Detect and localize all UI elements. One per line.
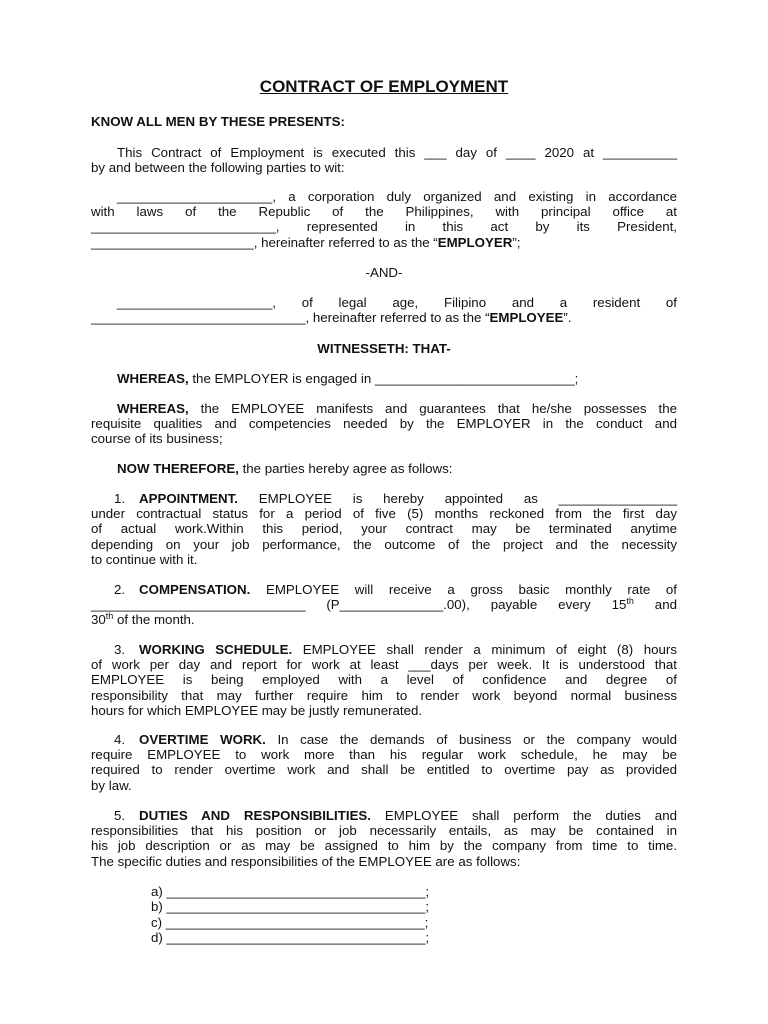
- clause-heading: DUTIES AND RESPONSIBILITIES.: [139, 808, 371, 823]
- clause-number: 2.: [114, 582, 126, 597]
- whereas-clause-2: WHEREAS, the EMPLOYEE manifests and guarantees that he/she possesses the requisite qualities and competencies needed by the EMPLOYER in the conduct and course of its business;: [91, 401, 677, 447]
- clause-heading: APPOINTMENT.: [139, 491, 238, 506]
- employer-line-2: with laws of the Republic of the Philippines, with principal office at: [91, 204, 677, 220]
- clause-heading: COMPENSATION.: [139, 582, 251, 597]
- employer-line-3: _________________________, represented in this act by its President,: [91, 219, 677, 235]
- intro-paragraph: [91, 145, 677, 175]
- clause-heading: OVERTIME WORK.: [139, 732, 266, 747]
- employee-paragraph: _____________________, of legal age, Filipino and a resident of _____________________________, hereinafter referred to as the “EMPLOYEE”.: [91, 295, 677, 326]
- whereas-text: the EMPLOYER is engaged in ___________________________;: [188, 371, 579, 386]
- whereas-label: WHEREAS,: [117, 401, 189, 416]
- clause-heading: WORKING SCHEDULE.: [139, 642, 293, 657]
- employee-label: EMPLOYEE: [489, 310, 564, 326]
- list-item: c) ___________________________________;: [151, 914, 429, 930]
- and-separator: -AND-: [365, 265, 403, 280]
- clause-number: 4.: [114, 732, 126, 747]
- employer-label: EMPLOYER: [437, 234, 513, 250]
- employer-line-4: ______________________, hereinafter referred to as the “: [91, 234, 438, 250]
- employer-line-1: _____________________, a corporation duly organized and existing in accordance: [117, 189, 677, 204]
- list-item: a) ___________________________________;: [151, 884, 430, 899]
- list-item: d) ___________________________________;: [151, 929, 430, 945]
- clause-working-schedule: 3. WORKING SCHEDULE. EMPLOYEE shall render a minimum of eight (8) hours of work per day and report for work at least ___days per week. It is understood that EMPLOYEE is being employed with a level of confidence and degree of responsibility that may further require him to render work beyond normal business hours for which EMPLOYEE may be justly remunerated.: [91, 642, 677, 718]
- list-item: b) ___________________________________;: [151, 899, 430, 915]
- opening-line: KNOW ALL MEN BY THESE PRESENTS:: [91, 114, 345, 129]
- duties-list: [151, 884, 481, 945]
- intro-line-2: by and between the following parties to wit:: [91, 160, 345, 176]
- now-therefore-label: NOW THEREFORE,: [117, 461, 239, 476]
- whereas-clause-1: [91, 371, 677, 386]
- clause-number: 5.: [114, 808, 126, 823]
- employee-line-1: _____________________, of legal age, Filipino and a resident of: [117, 295, 677, 310]
- clause-duties-responsibilities: 5. DUTIES AND RESPONSIBILITIES. EMPLOYEE shall perform the duties and responsibilities that his position or job necessarily entails, as may be contained in his job description or as may be assigned to him by the company from time to time. The specific duties and responsibilities of the EMPLOYEE are as follows:: [91, 808, 677, 869]
- witnesseth-heading: WITNESSETH: THAT-: [317, 341, 451, 356]
- employee-line-2: _____________________________, hereinafter referred to as the “: [91, 310, 490, 326]
- clause-overtime-work: 4. OVERTIME WORK. In case the demands of business or the company would require EMPLOYEE to work more than his regular work schedule, he may be required to render overtime work and shall be entitled to overtime pay as provided by law.: [91, 732, 677, 793]
- employer-paragraph: _____________________, a corporation duly organized and existing in accordance with laws of the Republic of the Philippines, with principal office at _________________________, represented in this act by its President, ______________________, hereinafter referred to as the “EMPLOYER”;: [91, 189, 677, 250]
- whereas-label: WHEREAS,: [117, 371, 189, 386]
- now-therefore-clause: NOW THEREFORE, the parties hereby agree as follows:: [117, 461, 453, 476]
- clause-appointment: 1. APPOINTMENT. EMPLOYEE is hereby appointed as ________________ under contractual status for a period of five (5) months reckoned from the first day of actual work.Within this period, your contract may be terminated anytime depending on your job performance, the outcome of the project and the necessity to continue with it.: [91, 491, 677, 567]
- clause-number: 1.: [114, 491, 126, 506]
- intro-line-1: This Contract of Employment is executed this ___ day of ____ 2020 at __________: [117, 145, 677, 160]
- clause-compensation: 2. COMPENSATION. EMPLOYEE will receive a gross basic monthly rate of _____________________________ (P______________.00), payable every 15th and 30th of the month.: [91, 582, 677, 628]
- document-title: CONTRACT OF EMPLOYMENT: [259, 77, 509, 96]
- clause-number: 3.: [114, 642, 126, 657]
